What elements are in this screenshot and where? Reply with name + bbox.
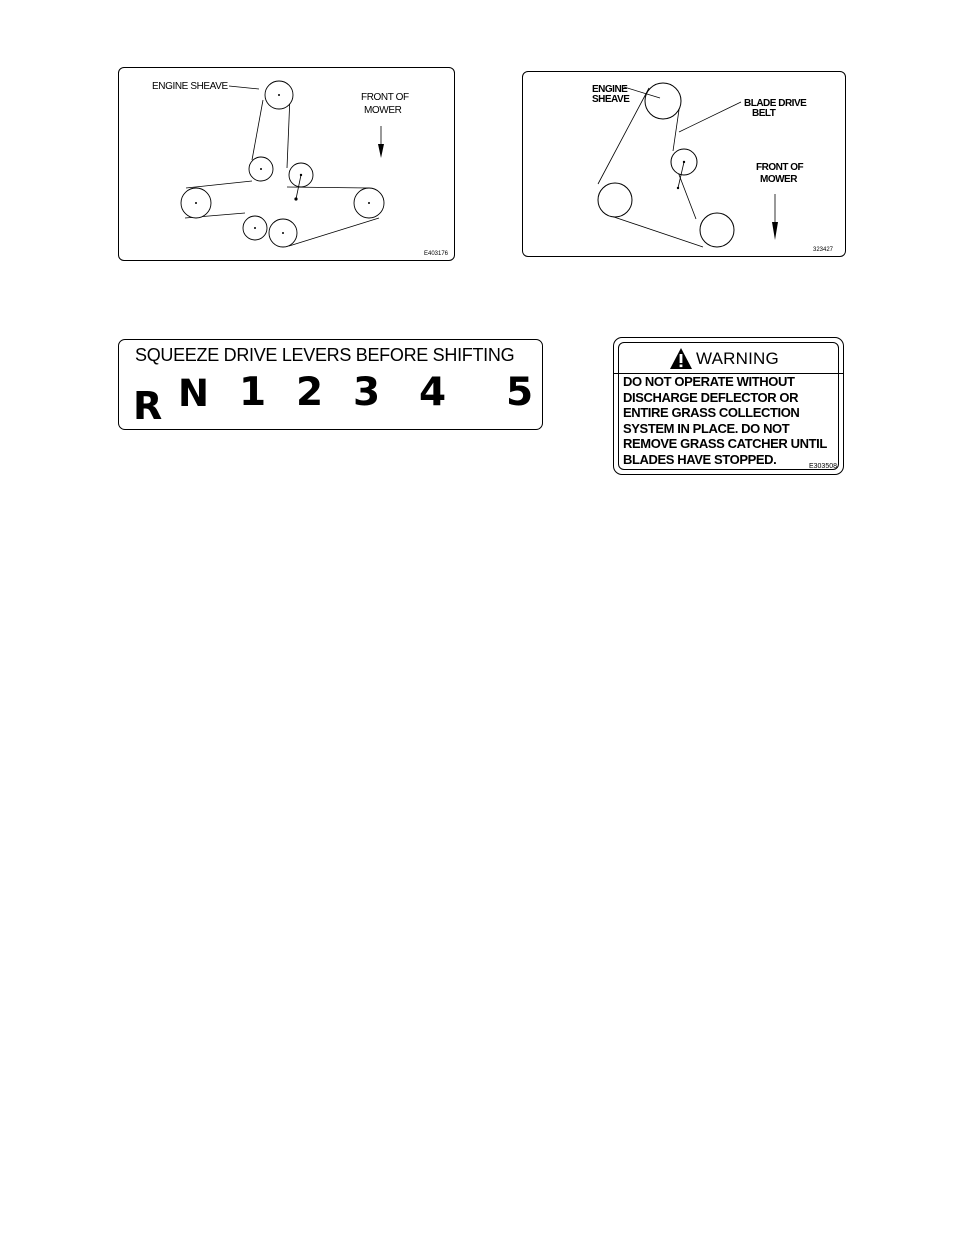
front-of-mower-label-line1: FRONT OF <box>361 92 409 103</box>
gear-2: 2 <box>296 370 324 415</box>
engine-sheave-label-line1: ENGINE <box>592 84 628 95</box>
warning-message <box>623 374 843 468</box>
blade-drive-belt-label-line1: BLADE DRIVE <box>744 98 807 109</box>
warning-line: DISCHARGE DEFLECTOR OR <box>623 389 799 405</box>
spindle-pulley-right <box>700 213 734 247</box>
belt-diagram-left <box>118 67 455 261</box>
warning-line: ENTIRE GRASS COLLECTION <box>623 405 800 421</box>
warning-line: BLADES HAVE STOPPED. <box>623 451 777 467</box>
belt-diagram-right <box>522 71 846 257</box>
engine-sheave-pulley <box>645 83 681 119</box>
blade-drive-belt-label-line2: BELT <box>752 108 776 119</box>
part-code-right: 323427 <box>813 247 834 253</box>
front-arrow-icon <box>772 222 778 240</box>
part-code-left: E403176 <box>424 251 449 257</box>
gear-reverse: R <box>133 384 163 428</box>
gear-5: 5 <box>506 370 534 415</box>
warning-part-code: E303508 <box>808 463 837 470</box>
engine-sheave-label-line2: SHEAVE <box>592 94 630 105</box>
warning-line: SYSTEM IN PLACE. DO NOT <box>623 420 790 436</box>
warning-decal <box>613 337 844 475</box>
warning-triangle-icon <box>669 347 693 371</box>
gear-neutral: N <box>178 372 209 415</box>
gear-1: 1 <box>239 370 267 415</box>
front-of-mower-label-line1: FRONT OF <box>756 162 804 173</box>
belt-diagram-right-drawing <box>523 72 847 258</box>
engine-sheave-label: ENGINE SHEAVE <box>152 81 228 92</box>
spindle-pulley-left <box>598 183 632 217</box>
shift-decal-title: SQUEEZE DRIVE LEVERS BEFORE SHIFTING <box>135 345 515 365</box>
front-of-mower-label-line2: MOWER <box>364 105 402 116</box>
warning-line: REMOVE GRASS CATCHER UNTIL <box>623 436 827 452</box>
shift-decal <box>118 339 543 430</box>
warning-header <box>614 347 843 374</box>
front-of-mower-label-line2: MOWER <box>760 174 797 185</box>
front-arrow-icon <box>378 144 384 158</box>
gear-4: 4 <box>419 370 447 415</box>
belt-diagram-left-drawing <box>119 68 456 262</box>
gear-3: 3 <box>353 370 381 415</box>
warning-line: DO NOT OPERATE WITHOUT <box>623 374 795 389</box>
warning-title: WARNING <box>696 349 779 368</box>
